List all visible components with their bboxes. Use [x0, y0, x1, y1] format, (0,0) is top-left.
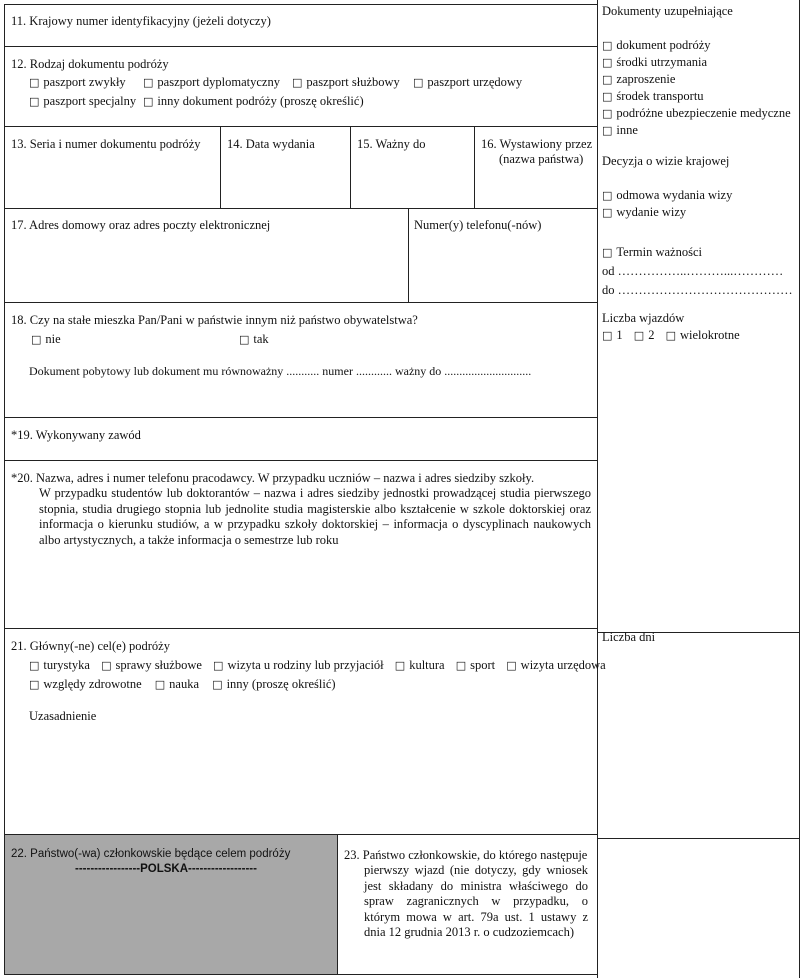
- field-14-label: 14. Data wydania: [227, 137, 315, 151]
- doc-option[interactable]: □ środek transportu: [602, 88, 791, 105]
- validity-from[interactable]: od ……………..………...…………: [602, 264, 784, 278]
- field-15-valid-until[interactable]: [350, 126, 475, 209]
- field-23-description: pierwszy wjazd (nie dotyczy, gdy wniosek jest składany do ministra właściwego do spraw zagranicznych w przypadku, o którym mowa w art. 79a ust. 1 ustawy z dnia 12 grudnia 2013 r. o cudzoziemcach): [364, 863, 588, 939]
- purpose-tourism-option[interactable]: □ turystyka: [29, 658, 90, 672]
- field-12-travel-document-type: [4, 46, 598, 127]
- passport-official-option[interactable]: □ paszport urzędowy: [413, 75, 522, 90]
- residence-document-line[interactable]: Dokument pobytowy lub dokument mu równoważny ........... numer ............ ważny do .............................: [29, 364, 532, 378]
- field-18-residence: [4, 302, 598, 418]
- doc-option[interactable]: □ dokument podróży: [602, 37, 791, 54]
- destination-country-value: -----------------POLSKA------------------: [75, 863, 257, 875]
- field-19-occupation[interactable]: [4, 417, 598, 461]
- docs-title: Dokumenty uzupełniające: [602, 4, 733, 18]
- doc-option[interactable]: □ zaproszenie: [602, 71, 791, 88]
- field-17-label: 17. Adres domowy oraz adres poczty elektronicznej: [11, 218, 271, 232]
- purpose-options-row-2: [29, 677, 336, 692]
- justification-label[interactable]: Uzasadnienie: [29, 709, 97, 723]
- field-12-label: 12. Rodzaj dokumentu podróży: [11, 57, 169, 71]
- purpose-official-visit-option[interactable]: □ wizyta urzędowa: [506, 658, 605, 672]
- office-use-divider-lower: [598, 838, 800, 839]
- passport-service-option[interactable]: □ paszport służbowy: [292, 75, 400, 90]
- purpose-culture-option[interactable]: □ kultura: [395, 658, 445, 672]
- field-17-phone-label: Numer(y) telefonu(-nów): [414, 218, 542, 232]
- field-15-label: 15. Ważny do: [357, 137, 426, 151]
- passport-ordinary-option[interactable]: □ paszport zwykły: [29, 75, 126, 90]
- field-16-sublabel: (nazwa państwa): [499, 152, 584, 166]
- field-11-national-id[interactable]: [4, 4, 598, 47]
- entries-option[interactable]: □ wielokrotne: [666, 328, 740, 342]
- residence-yes-option[interactable]: □ tak: [239, 332, 269, 347]
- decision-option[interactable]: □ wydanie wizy: [602, 204, 732, 221]
- days-title: Liczba dni: [602, 630, 656, 644]
- doc-option[interactable]: □ podróżne ubezpieczenie medyczne: [602, 105, 791, 122]
- purpose-options-row-1: [29, 658, 606, 673]
- field-11-label: 11. Krajowy numer identyfikacyjny (jeżeli dotyczy): [11, 14, 271, 28]
- field-17-phone-numbers[interactable]: [408, 208, 598, 303]
- docs-list: [602, 37, 791, 139]
- field-20-description: W przypadku studentów lub doktorantów – nazwa i adres siedziby jednostki prowadzącej studia pierwszego stopnia, studia drugiego stopnia lub jednolite studia magisterskie albo kształcenie w szkole doktorskiej oraz informacja o kierunku studiów, a w przypadku szkoły doktorskiej – informacja o dyscyplinach naukowych albo artystycznych, a także informacja o semestrze lub roku: [39, 486, 591, 547]
- field-13-document-number[interactable]: [4, 126, 221, 209]
- office-use-column: [597, 0, 800, 978]
- purpose-business-option[interactable]: □ sprawy służbowe: [101, 658, 202, 672]
- field-18-label: 18. Czy na stałe mieszka Pan/Pani w państwie innym niż państwo obywatelstwa?: [11, 313, 418, 327]
- field-14-issue-date[interactable]: [220, 126, 351, 209]
- purpose-family-visit-option[interactable]: □ wizyta u rodziny lub przyjaciół: [213, 658, 384, 672]
- other-document-option[interactable]: □ inny dokument podróży (proszę określić): [143, 94, 364, 109]
- validity-title[interactable]: □ Termin ważności: [602, 245, 702, 260]
- field-17-home-address[interactable]: [4, 208, 409, 303]
- purpose-study-option[interactable]: □ nauka: [155, 677, 199, 691]
- purpose-sport-option[interactable]: □ sport: [456, 658, 495, 672]
- decision-list: [602, 187, 732, 221]
- decision-option[interactable]: □ odmowa wydania wizy: [602, 187, 732, 204]
- entries-options: [602, 328, 740, 343]
- doc-option[interactable]: □ inne: [602, 122, 791, 139]
- purpose-health-option[interactable]: □ względy zdrowotne: [29, 677, 142, 691]
- passport-special-option[interactable]: □ paszport specjalny: [29, 94, 136, 109]
- validity-to[interactable]: do ……………………………………: [602, 283, 793, 297]
- field-21-label: 21. Główny(-ne) cel(e) podróży: [11, 639, 170, 653]
- decision-title: Decyzja o wizie krajowej: [602, 154, 730, 168]
- field-13-label: 13. Seria i numer dokumentu podróży: [11, 137, 201, 151]
- entries-option[interactable]: □ 2: [634, 328, 655, 342]
- field-20-label: *20. Nazwa, adres i numer telefonu pracodawcy. W przypadku uczniów – nazwa i adres siedziby szkoły.: [11, 471, 535, 485]
- passport-diplomatic-option[interactable]: □ paszport dyplomatyczny: [143, 75, 280, 90]
- residence-no-option[interactable]: □ nie: [31, 332, 61, 347]
- entries-option[interactable]: □ 1: [602, 328, 623, 342]
- field-16-label: 16. Wystawiony przez: [481, 137, 593, 151]
- field-21-purpose: [4, 628, 606, 835]
- doc-option[interactable]: □ środki utrzymania: [602, 54, 791, 71]
- field-16-issued-by[interactable]: [474, 126, 598, 209]
- field-20-employer[interactable]: [4, 460, 598, 629]
- entries-title: Liczba wjazdów: [602, 311, 685, 325]
- field-22-label: 22. Państwo(-wa) członkowskie będące celem podróży: [11, 848, 291, 860]
- purpose-other-option[interactable]: □ inny (proszę określić): [212, 677, 335, 691]
- field-23-first-entry-state[interactable]: [337, 834, 598, 975]
- field-19-label: *19. Wykonywany zawód: [11, 428, 141, 442]
- field-22-destination-states: [4, 834, 338, 975]
- field-23-label: 23. Państwo członkowskie, do którego następuje: [344, 848, 588, 862]
